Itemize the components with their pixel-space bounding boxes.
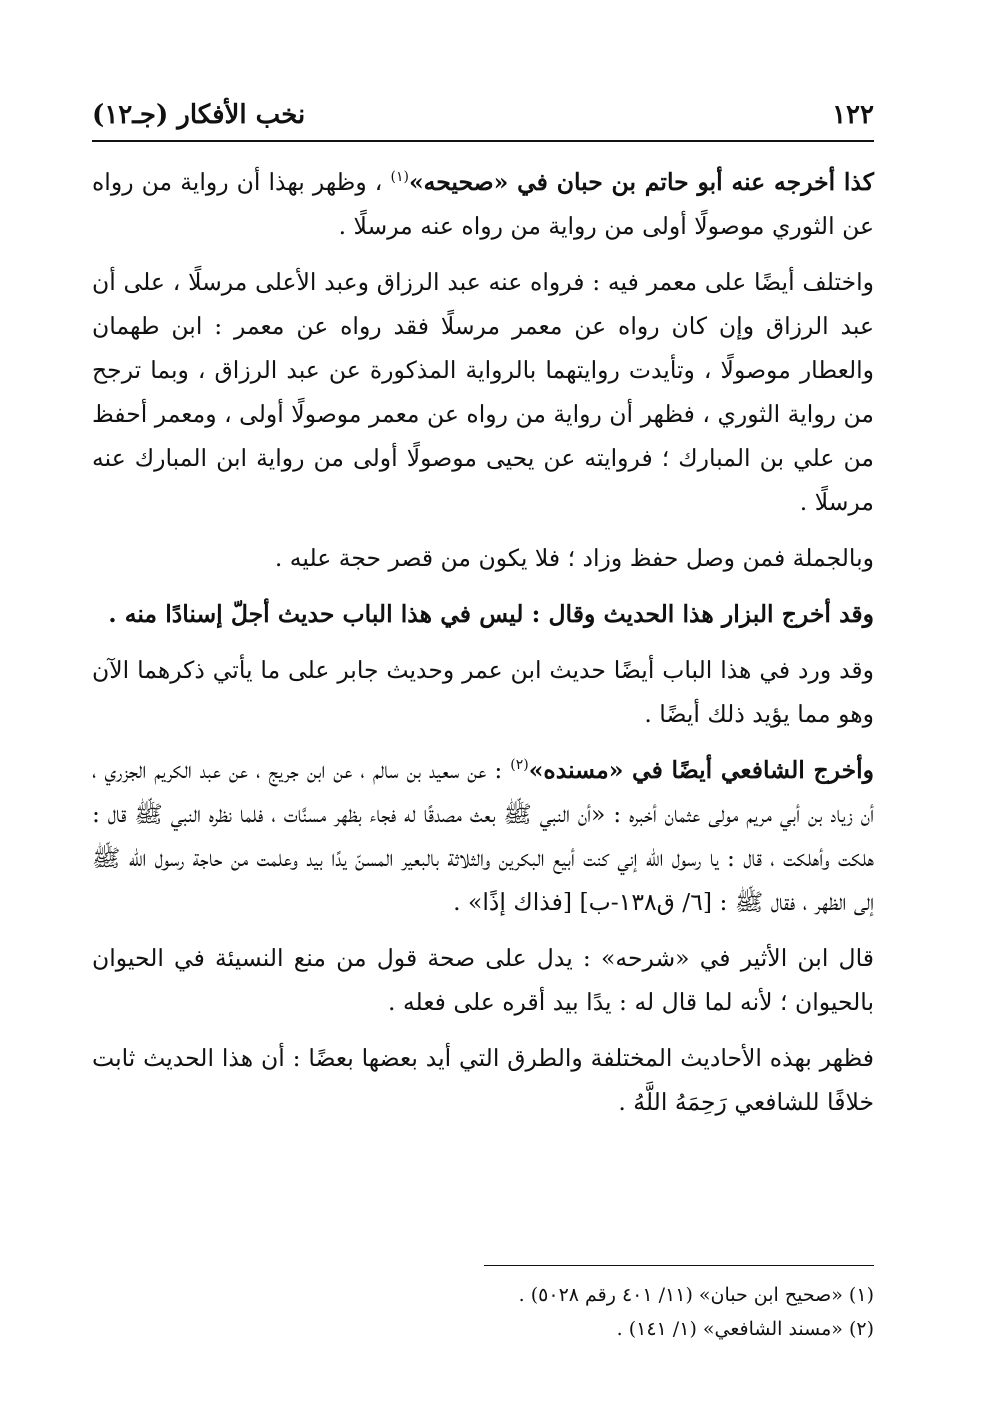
footnote-marker[interactable]: (٢) (510, 757, 529, 774)
book-page (92, 0, 874, 1417)
paragraph-text: وقد أخرج البزار هذا الحديث وقال : ليس في هذا الباب حديث أجلّ إسنادًا منه . (108, 600, 874, 628)
paragraph-text: قال ابن الأثير في «شرحه» : يدل على صحة قول من منع النسيئة في الحيوان بالحيوان ؛ لأنه لما قال له : يدًا بيد أقره على فعله . (92, 944, 874, 1016)
paragraph-6 (92, 748, 874, 924)
paragraph-2 (92, 260, 874, 524)
paragraph-4 (92, 592, 874, 636)
paragraph-text: ، وظهر بهذا أن رواية من رواه عن الثوري موصولًا أولى من رواية من رواه عنه مرسلًا . (92, 168, 874, 240)
paragraph-1 (92, 160, 874, 248)
book-title: نخب الأفكار (جـ١٢) (92, 100, 306, 130)
page-number: ١٢٢ (832, 100, 874, 130)
paragraph-text: : عن سعيد بن سالم ، عن ابن جريج ، عن عبد الكريم الجزري ، أن زياد بن أبي مريم مولى عثمان أخبره : «أن النبي ﷺ بعث مصدقًا له فجاء بظهر مسنَّات ، فلما نظره النبي ﷺ قال : هلكت وأهلكت ، قال : يا رسول الله إني كنت أبيع البكرين والثلاثة بالبعير المسنّ يدًا بيد وعلمت من حاجة رسول الله ﷺ إلى الظهر ، فقال ﷺ : [٦/ ق١٣٨-ب] [فذاك إذًا» . (92, 756, 874, 916)
paragraph-text: فظهر بهذه الأحاديث المختلفة والطرق التي أيد بعضها بعضًا : أن هذا الحديث ثابت خلافًا للشافعي رَحِمَهُ اللَّهُ . (92, 1044, 874, 1116)
paragraph-5 (92, 648, 874, 736)
page-header (92, 95, 874, 135)
paragraph-lead: وأخرج الشافعي أيضًا في «مسنده» (528, 756, 874, 784)
main-text (92, 160, 874, 1136)
footnote-2: (٢) «مسند الشافعي» (١/ ١٤١) . (616, 1318, 874, 1340)
footnotes (92, 1278, 874, 1346)
paragraph-3 (92, 536, 874, 580)
paragraph-lead: كذا أخرجه عنه أبو حاتم بن حبان في «صحيحه» (408, 168, 874, 196)
footnote-marker[interactable]: (١) (390, 169, 409, 186)
footnote-1: (١) «صحيح ابن حبان» (١١/ ٤٠١ رقم ٥٠٢٨) . (518, 1284, 874, 1306)
header-divider (92, 140, 874, 142)
paragraph-text: وقد ورد في هذا الباب أيضًا حديث ابن عمر وحديث جابر على ما يأتي ذكرهما الآن وهو مما يؤيد ذلك أيضًا . (92, 656, 874, 728)
footnote-divider (484, 1265, 874, 1266)
paragraph-text: وبالجملة فمن وصل حفظ وزاد ؛ فلا يكون من قصر حجة عليه . (274, 544, 874, 572)
paragraph-7 (92, 936, 874, 1024)
paragraph-text: واختلف أيضًا على معمر فيه : فرواه عنه عبد الرزاق وعبد الأعلى مرسلًا ، على أن عبد الرزاق وإن كان رواه عن معمر مرسلًا فقد رواه عن معمر : ابن طهمان والعطار موصولًا ، وتأيدت روايتهما بالرواية المذكورة عن عبد الرزاق ، وبما ترجح من رواية الثوري ، فظهر أن رواية من رواه عن معمر موصولًا أولى ، ومعمر أحفظ من علي بن المبارك ؛ فروايته عن يحيى موصولًا أولى من رواية ابن المبارك عنه مرسلًا . (92, 268, 874, 516)
paragraph-8 (92, 1036, 874, 1124)
